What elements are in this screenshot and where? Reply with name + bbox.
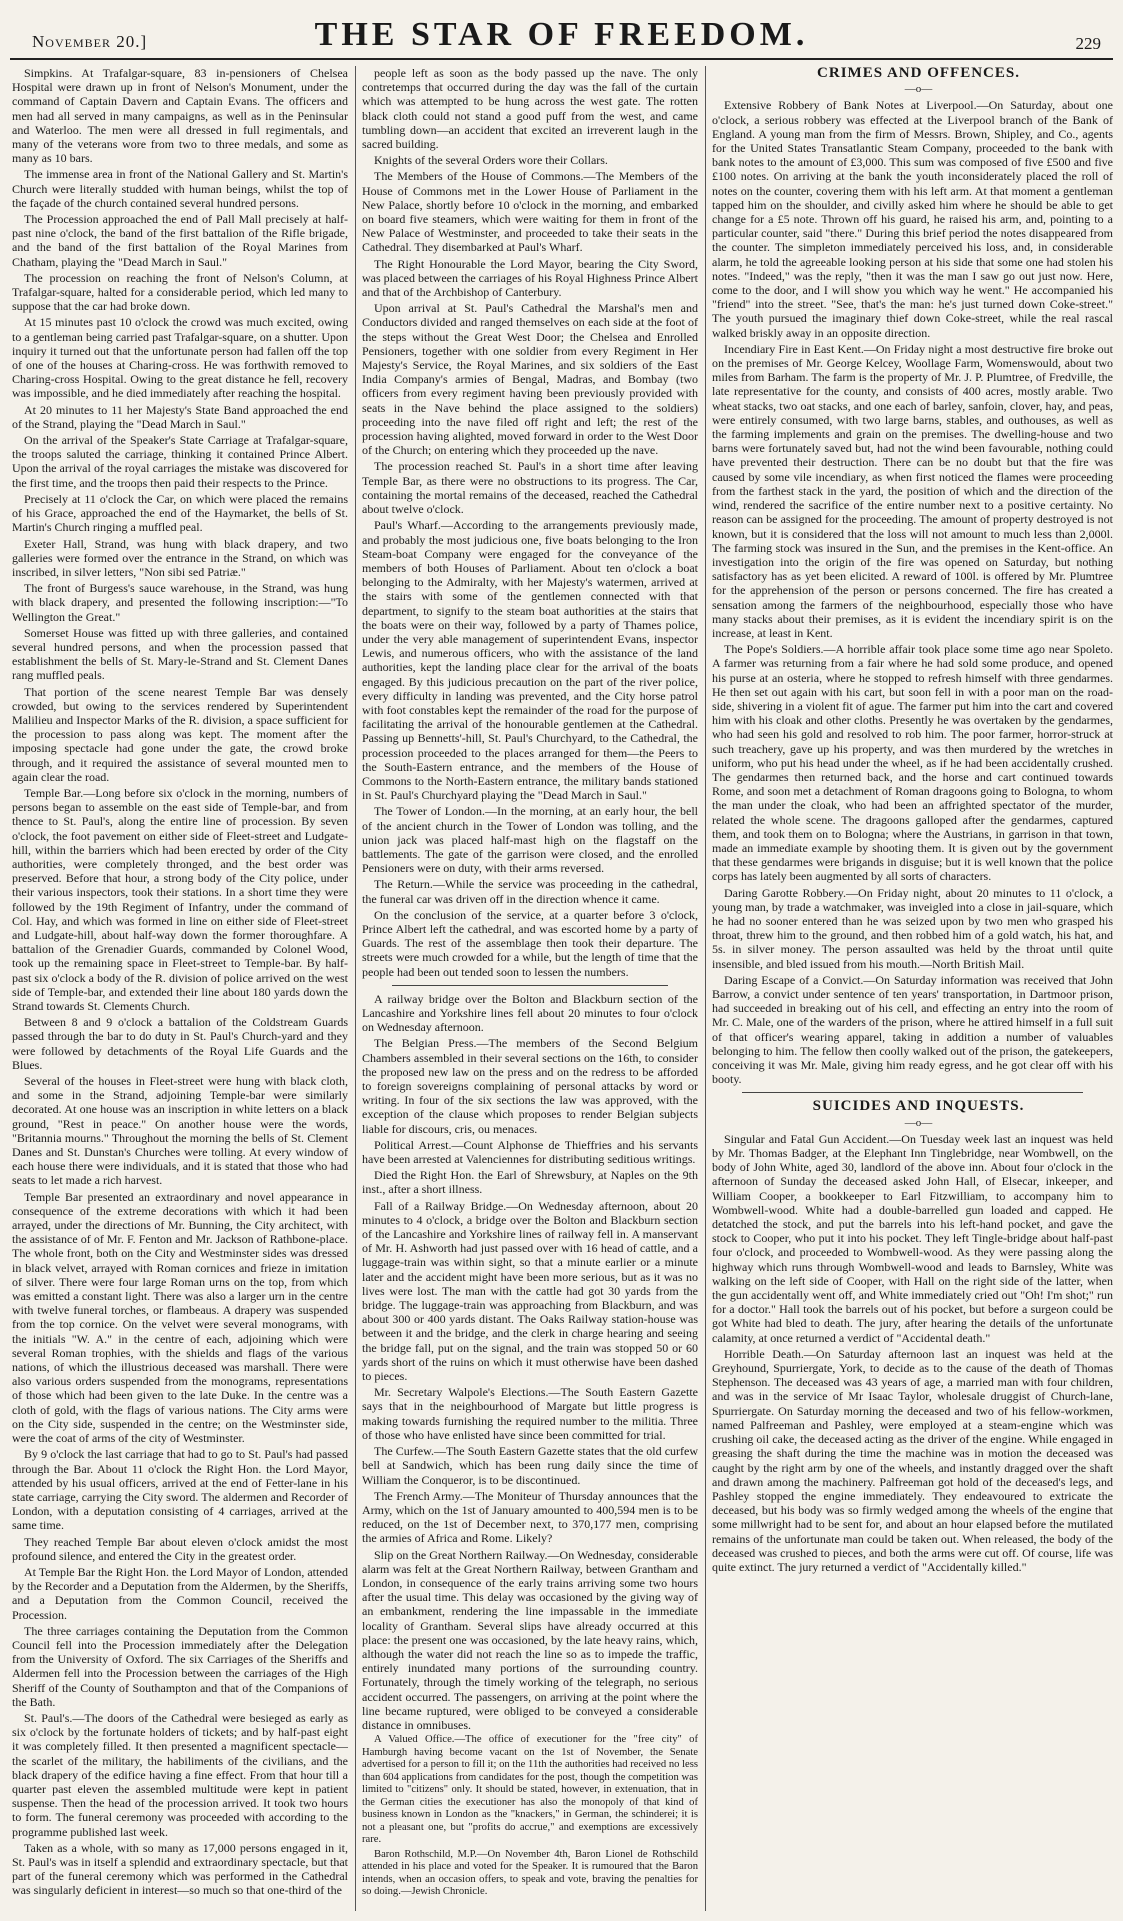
article-paragraph: The Procession approached the end of Pall Mall precisely at half-past nine o'clock, the band of the first battalion of the Rifle brigade, and the band of the first battalion of the Royal Marines from Chatham, playing the "Dead March in Saul."	[12, 212, 348, 269]
heading-ornament: —o—	[904, 83, 933, 96]
article-paragraph: The immense area in front of the National Gallery and St. Martin's Church were literally studded with human beings, whilst the top of the façade of the church contained several hundred persons.	[12, 167, 348, 210]
article-paragraph: Paul's Wharf.—According to the arrangements previously made, and probably the most judicious one, five boats belonging to the Iron Steam-boat Company were engaged for the conveyance of the members of both Houses of Parliament. About ten o'clock a boat belonging to the Admiralty, with her Majesty's watermen, arrived at the stairs with some of the gentlemen connected with that department, to signify to the steam boat authorities at the stairs that the boats were on their way, followed by a party of Thames police, under the very able management of superintendent Evans, inspector Lewis, and numerous officers, who with the assistance of the land authorities, kept the landing place clear for the arrival of the boats engaged. By this judicious precaution on the part of the river police, every difficulty in landing was prevented, and the City horse patrol with foot constables kept the remainder of the road for the purpose of facilitating the arrival of the honourable gentlemen at the Cathedral. Passing up Bennetts'-hill, St. Paul's Churchyard, to the Cathedral, the procession proceeded to the places arranged for them—the Peers to the South-Eastern entrance, and the members of the House of Commons to the North-Eastern entrance, the military bands stationed in St. Paul's Churchyard playing the "Dead March in Saul."	[362, 518, 698, 803]
article-paragraph: Between 8 and 9 o'clock a battalion of the Coldstream Guards passed through the bar to do duty in St. Paul's Church-yard and they were followed by detachments of the Royal Life Guards and the Blues.	[12, 1015, 348, 1072]
article-paragraph: The Return.—While the service was proceeding in the cathedral, the funeral car was driven off in the direction whence it came.	[362, 877, 698, 906]
article-paragraph: Exeter Hall, Strand, was hung with black drapery, and two galleries were formed over the entrance in the Strand, on which was inscribed, in silver letters, "Non sibi sed Patriæ."	[12, 536, 348, 579]
article-paragraph: St. Paul's.—The doors of the Cathedral were besieged as early as six o'clock by the fortunate holders of tickets; and by half-past eight it was completely filled. It then presented a magnificent spectacle—the scarlet of the military, the habiliments of the civilians, and the black drapery of the edifice having a fine effect. From that hour till a quarter past eleven the assembled multitude were kept in patient suspense. Then the head of the procession arrived. It took two hours to form. The funeral ceremony was proceeded with according to the programme published last week.	[12, 1710, 348, 1839]
column-3	[712, 66, 1113, 1911]
article-columns	[12, 66, 1113, 1911]
section-divider	[742, 1092, 1083, 1093]
page-number: 229	[1075, 34, 1101, 53]
column-2-upper	[362, 66, 698, 979]
article-paragraph: Taken as a whole, with so many as 17,000 persons engaged in it, St. Paul's was in itself a splendid and extraordinary spectacle, but that part of the funeral ceremony which was performed in the Cathedral was singularly deficient in interest—so much so that one-third of the	[12, 1840, 348, 1898]
news-item: Baron Rothschild, M.P.—On November 4th, Baron Lionel de Rothschild attended in his place and voted for the Speaker. It is rumoured that the Baron intends, when an occasion offers, to speak and vote, braving the penalties for so doing.—Jewish Chronicle.	[362, 1848, 698, 1898]
section-divider	[392, 985, 668, 986]
article-paragraph: On the arrival of the Speaker's State Carriage at Trafalgar-square, the troops saluted the carriage, thinking it contained Prince Albert. Upon the arrival of the royal carriages the mistake was discovered for the first time, and the troops then paid their respects to the Prince.	[12, 433, 348, 490]
column-2-lower	[362, 992, 698, 1732]
crime-report: The Pope's Soldiers.—A horrible affair took place some time ago near Spoleto. A farmer was returning from a fair where he had sold some produce, and opened his purse at an osteria, where he stopped to refresh himself with three gendarmes. He then set out again with his cart, but soon fell in with a poor man on the road-side, shivering in a violent fit of ague. The farmer put him into the cart and covered him with his cloak and other cloths. Presently he was overtaken by the gendarmes, who had seen his gold and resolved to rob him. The poor farmer, horror-struck at such treachery, gave up his property, and was then murdered by the wretches in uniform, who put his head under the wheel, as if he had been accidentally crushed. The gendarmes then returned back, and the horse and cart continued towards Rome, and soon met a detachment of Roman dragoons going to Bologna, to whom the man under the cloak, who had been an affrighted spectator of the murder, related the whole scene. The dragoons galloped after the gendarmes, captured them, and took them on to Bologna; where the Austrians, in garrison in that town, made an immediate example by shooting them. It is given out by the government that these gendarmes were brigands in disguise; but it is well known that the police corps has lately been augmented by all sorts of characters.	[712, 642, 1113, 884]
crime-report: Incendiary Fire in East Kent.—On Friday night a most destructive fire broke out on the premises of Mr. George Kelcey, Woollage Farm, Womenswould, about two miles from Barham. The farm is the property of Mr. J. P. Plumtree, of Fredville, the late representative for the county, and consists of 400 acres, mostly arable. Two wheat stacks, two oat stacks, and one each of barley, sanfoin, clover, hay, and peas, were entirely consumed, with two large barns, stables, and outhouses, as well as the farming implements and grain on the premises. The dwelling-house and two barns were fortunately saved but, had not the wind been favourable, nothing could have prevented their destruction. There can be no doubt but that the fire was caused by some vile incendiary, as when first noticed the flames were proceeding from the farthest stack in the yard, the position of which and the direction of the wind, rendered the sacrifice of the entire number next to a positive certainty. No reason can be assigned for the proceeding. The amount of property destroyed is not known, but it is considered that the loss will not amount to much less than 2,000l. The farming stock was insured in the Sun, and the premises in the Kent-office. An investigation into the origin of the fire was opened on Saturday, but nothing satisfactory has as yet been elicited. A reward of 100l. is offered by Mr. Plumtree for the apprehension of the person or persons concerned. The fire has created a sensation among the farmers of the neighbourhood, especially those who have many stacks about their premises, as it is evident the incendiary spirit is on the increase, at least in Kent.	[712, 341, 1113, 640]
inquest-report: Horrible Death.—On Saturday afternoon last an inquest was held at the Greyhound, Spurriergate, York, to decide as to the cause of the death of Thomas Stephenson. The deceased was 43 years of age, a married man with four children, and was in the service of Mr Isaac Taylor, wholesale druggist of Church-lane, Spurriergate. On Saturday morning the deceased and two of his fellow-workmen, named Palfreeman and Pashley, were employed at a steam-engine which was crushing oil cake, the deceased acting as the driver of the engine. While engaged in greasing the shaft during the time the machine was in motion the deceased was caught by the right arm by one of the wheels, and instantly dragged over the shaft and drawn among the machinery. Palfreeman got hold of the deceased's legs, and Pashley stopped the engine immediately. They endeavoured to extricate the deceased, but his body was so firmly wedged among the wheels of the engine that some millwright had to be sent for, and about an hour elapsed before the mutilated remains of the unfortunate man could be taken out. When released, the body of the deceased was crushed to pieces, and both the arms were cut off. Of course, life was quite extinct. The jury returned a verdict of "Accidentally killed."	[712, 1346, 1113, 1574]
crime-report: Daring Escape of a Convict.—On Saturday information was received that John Barrow, a convict under sentence of ten years' transportation, in Dartmoor prison, had succeeded in breaking out of his cell, and effecting an entry into the room of Mr. C. Male, one of the warders of the prison, where he attired himself in a full suit of that officer's wearing apparel, taking in addition a number of valuables belonging to him. The fellow then coolly walked out of the prison, the gatekeepers, conceiving it was Mr. Male, giving him ready egress, and he got clear off with his booty.	[712, 972, 1113, 1087]
article-paragraph: The Right Honourable the Lord Mayor, bearing the City Sword, was placed between the carriages of his Royal Highness Prince Albert and that of the Archbishop of Canterbury.	[362, 256, 698, 300]
newspaper-title: THE STAR OF FREEDOM.	[314, 16, 809, 53]
article-paragraph: The procession reached St. Paul's in a short time after leaving Temple Bar, as there were no obstructions to its progress. The Car, containing the mortal remains of the deceased, reached the Cathedral about twelve o'clock.	[362, 459, 698, 517]
crime-report: Extensive Robbery of Bank Notes at Liverpool.—On Saturday, about one o'clock, a serious robbery was effected at the Liverpool branch of the Bank of England. A young man from the firm of Messrs. Brown, Shipley, and Co., agents for the United States Transatlantic Steam Company, proceeded to the bank with bank notes to the amount of £3,000. This sum was composed of five £500 and five £100 notes. On arriving at the bank the youth inconsiderately placed the roll of notes on the counter, covering them with his left arm. At that moment a gentleman tapped him on the shoulder, and civilly asked him where he should be able to get change for a £5 note. Thrown off his guard, he raised his arm, and, pointing to a particular counter, said "there." During this brief period the notes disappeared from the counter. The simpleton immediately perceived his loss, and, in considerable alarm, he told the agreeable looking person at his side that some one had stolen his notes. "Indeed," was the reply, "then it was the man I saw go out just now. Here, come to the door, and I will show you which way he went." He accompanied his "friend" into the street. "See, that's the man: he's just turned down Coke-street." The youth pursued the imaginary thief down Coke-street, while the real rascal walked briskly away in an opposite direction.	[712, 98, 1113, 340]
suicides-section	[712, 1132, 1113, 1574]
article-paragraph: Temple Bar.—Long before six o'clock in the morning, numbers of persons began to assemble on the east side of Temple-bar, and from thence to St. Paul's, along the entire line of procession. By seven o'clock, the foot pavement on either side of Fleet-street and Ludgate-hill, within the barriers which had been erected by order of the City authorities, were completely thronged, and the best order was preserved. Before that hour, a strong body of the City police, under their various inspectors, took their stations. In a short time they were followed by the 19th Regiment of Infantry, under the command of Col. Hay, and which was formed in line on either side of Fleet-street and Ludgate-hill, about half-way down the former thoroughfare. A battalion of the Grenadier Guards, commanded by Colonel Wood, took up the remaining space in Fleet-street to Temple-bar. By half-past six o'clock a body of the R. division of police arrived on the west side of Temple-bar, and extended their line about 180 yards down the Strand towards St. Clements Church.	[12, 785, 348, 1013]
inquest-report: Singular and Fatal Gun Accident.—On Tuesday week last an inquest was held by Mr. Thomas Badger, at the Elephant Inn Tinglebridge, near Wombwell, on the body of John White, aged 30, landlord of the above inn. About four o'clock in the afternoon of Sunday the deceased asked John Hall, of Elsecar, inkeeper, and William Cooper, a bookkeeper to Earl Fitzwilliam, to accompany him to Wombwell-wood. White had a double-barrelled gun loaded and capped. He detatched the stock, and put the barrels into his left-hand pocket, and gave the stock to Cooper, who put it into his pocket. They left Tingle-bridge about half-past four o'clock, and proceeded to Wombwell-wood. As they were passing along the highway which runs through Wombwell-wood and leads to Barnsley, White was walking on the left side of Cooper, with Hall on the right side of the latter, when the gun accidentally went off, and White immediately cried out "Oh! I'm shot;" run for a doctor." Hall took the barrels out of his pocket, but before a surgeon could be got White had bled to death. The jury, after hearing the details of the unfortunate calamity, at once returned a verdict of "Accidental death."	[712, 1131, 1113, 1345]
article-paragraph: On the conclusion of the service, at a quarter before 3 o'clock, Prince Albert left the cathedral, and was escorted home by a party of Guards. The rest of the assemblage then took their departure. The streets were much crowded for a while, but the length of time that the people had been out tended soon to lessen the numbers.	[362, 907, 698, 979]
article-paragraph: Precisely at 11 o'clock the Car, on which were placed the remains of his Grace, approached the end of the Haymarket, the bells of St. Martin's Church ringing a muffled peal.	[12, 491, 348, 535]
news-item: The French Army.—The Moniteur of Thursday announces that the Army, which on the 1st of January amounted to 400,594 men is to be reduced, on the 1st of December next, to 370,177 men, comprising the armies of Africa and Rome. Likely?	[362, 1488, 698, 1546]
column-2-small-print	[362, 1734, 698, 1899]
article-paragraph: The procession on reaching the front of Nelson's Column, at Trafalgar-square, halted for a considerable period, which led many to suppose that the car had broke down.	[12, 270, 348, 314]
news-item: Slip on the Great Northern Railway.—On Wednesday, considerable alarm was felt at the Great Northern Railway, between Grantham and London, in consequence of the early trains arriving some two hours after the usual time. This delay was occasioned by the giving way of an embankment, rendering the line impassable in the immediate locality of Grantham. Several slips have already occurred at this place: the present one was occasioned, by the late heavy rains, which, although the water did not reach the line so as to impede the traffic, entirely inundated many portions of the surrounding country. Fortunately, through the timely working of the telegraph, no serious accident occurred. The passengers, on arriving at the point where the line became ruptured, were obliged to be conveyed a considerable distance in omnibuses.	[362, 1547, 698, 1732]
news-item: The Curfew.—The South Eastern Gazette states that the old curfew bell at Sandwich, which has been rung daily since the time of William the Conqueror, is to be discontinued.	[362, 1444, 698, 1487]
article-paragraph: Simpkins. At Trafalgar-square, 83 in-pensioners of Chelsea Hospital were drawn up in front of Nelson's Monument, under the command of Captain Davern and Captain Evans. The officers and men had all served in many campaigns, as well as in the Peninsular and Waterloo. The men were all dressed in full regimentals, and many of the veterans wore from two to three medals, and some as many as 10 bars.	[12, 66, 348, 166]
crime-report: Daring Garotte Robbery.—On Friday night, about 20 minutes to 11 o'clock, a young man, by trade a watchmaker, was inveigled into a close in jail-square, which he had no sooner entered than he was seized upon by two men who grasped his throat, threw him to the ground, and then robbed him of a gold watch, his hat, and 5s. in silver money. The person assaulted was held by the throat until quite insensible, and bled issued from his mouth.—North British Mail.	[712, 885, 1113, 971]
article-paragraph: Upon arrival at St. Paul's Cathedral the Marshal's men and Conductors divided and ranged themselves on each side at the foot of the steps without the Great West Door; the Chelsea and Enrolled Pensioners, together with one soldier from every Regiment in Her Majesty's Service, the Royal Marines, and six soldiers of the East India Company's armies of Bengal, Madras, and Bombay (two officers from every regiment having been previously provided with seats in the Nave behind the place assigned to the soldiers) proceeding into the nave filed off right and left; the rest of the procession having alighted, moved forward in order to the West Door of the Church; on entering which they proceeded up the nave.	[362, 301, 698, 458]
column-divider	[355, 66, 356, 1911]
suicides-heading: SUICIDES AND INQUESTS.	[812, 1098, 1025, 1115]
issue-date: November 20.]	[32, 32, 148, 51]
column-divider	[705, 66, 706, 1911]
column-1	[12, 66, 348, 1911]
news-item: Political Arrest.—Count Alphonse de Thieffries and his servants have been arrested at Valenciennes for distributing seditious writings.	[362, 1137, 698, 1167]
article-paragraph: people left as soon as the body passed up the nave. The only contretemps that occurred during the day was the fall of the curtain which was attempted to be hung across the west gate. The rotten black cloth could not stand a good puff from the west, and came tumbling down—an accident that excited an irreverent laugh in the sacred building.	[362, 66, 698, 152]
news-item: The Belgian Press.—The members of the Second Belgium Chambers assembled in their several sections on the 16th, to consider the proposed new law on the press and on the redress to be afforded to foreign sovereigns complaining of personal attacks by word or writing. In four of the six sections the law was approved, with the exception of the clause which proposes to render Belgian subjects liable for discours, cris, ou menaces.	[362, 1036, 698, 1136]
column-2	[362, 66, 698, 1911]
article-paragraph: Somerset House was fitted up with three galleries, and contained several hundred persons, and when the procession passed that establishment the bells of St. Mary-le-Strand and St. Clement Danes rang muffled peals.	[12, 625, 348, 683]
article-paragraph: The three carriages containing the Deputation from the Common Council fell into the Procession immediately after the Delegation from the University of Oxford. The six Carriages of the Sheriffs and Aldermen fell into the Procession between the carriages of the High Sheriff of the County of Southampton and that of the Companions of the Bath.	[12, 1623, 348, 1709]
article-paragraph: That portion of the scene nearest Temple Bar was densely crowded, but owing to the services rendered by Superintendent Malilieu and Inspector Marks of the R. division, a space sufficient for the procession to pass along was kept. The moment after the imposing spectacle had gone under the gate, the crowd broke through, and it required the assistance of several mounted men to again clear the road.	[12, 684, 348, 784]
article-paragraph: At 15 minutes past 10 o'clock the crowd was much excited, owing to a gentleman being carried past Trafalgar-square, on a shutter. Upon inquiry it turned out that the unfortunate person had fallen off the top of one of the houses at Charing-cross. He was forthwith removed to Charing-cross Hospital. Owing to the great distance he fell, recovery was impossible, and he died immediately after reaching the hospital.	[12, 315, 348, 401]
article-paragraph: The Tower of London.—In the morning, at an early hour, the bell of the ancient church in the Tower of London was tolling, and the union jack was placed half-mast high on the flagstaff on the battlements. The gate of the garrison were closed, and the enrolled Pensioners were on duty, with their arms reversed.	[362, 804, 698, 876]
crimes-section	[712, 98, 1113, 1086]
crimes-heading: CRIMES AND OFFENCES.	[817, 66, 1020, 81]
article-paragraph: The front of Burgess's sauce warehouse, in the Strand, was hung with black drapery, and presented the following inscription:—"To Wellington the Great."	[12, 581, 348, 624]
article-paragraph: By 9 o'clock the last carriage that had to go to St. Paul's had passed through the Bar. About 11 o'clock the Right Hon. the Lord Mayor, attended by his usual officers, arrived at the end of Fetter-lane in his state carriage, carrying the City sword. The aldermen and Recorder of London, with a deputation consisting of 4 carriages, arrived at the same time.	[12, 1447, 348, 1533]
news-item: A Valued Office.—The office of executioner for the "free city" of Hamburgh having become vacant on the 1st of November, the Senate advertised for a person to fill it; on the 11th the authorities had received no less than 604 applications from candidates for the post, though the competition was limited to "citizens" only. It should be stated, however, in extenuation, that in the German cities the executioner has also the monopoly of that kind of business known in London as the "knackers," in German, the schinderei; it is not a pleasant one, but "profits do accrue," and exemptions are excessively rare.	[362, 1734, 698, 1846]
masthead	[10, 12, 1113, 60]
article-paragraph: At Temple Bar the Right Hon. the Lord Mayor of London, attended by the Recorder and a Deputation from the Aldermen, by the Sheriffs, and a Deputation from the Common Council, received the Procession.	[12, 1564, 348, 1622]
news-item: Fall of a Railway Bridge.—On Wednesday afternoon, about 20 minutes to 4 o'clock, a bridge over the Bolton and Blackburn section of the Lancashire and Yorkshire lines of railway fell in. A manservant of Mr. H. Ashworth had just passed over with 16 head of cattle, and a luggage-train was within sight, so that a minute earlier or a minute later and the accident might have been more serious, but as it was no lives were lost. The man with the cattle had got 30 yards from the bridge. The luggage-train was approaching from Blackburn, and was about 300 or 400 yards distant. The Oaks Railway station-house was between it and the bridge, and the clerk in charge hearing and seeing the bridge fall, put on the signal, and the train was stopped 50 or 60 yards short of the ruins on which it must otherwise have been dashed to pieces.	[362, 1198, 698, 1384]
news-item: Died the Right Hon. the Earl of Shrewsbury, at Naples on the 9th inst., after a short illness.	[362, 1168, 698, 1197]
article-paragraph: At 20 minutes to 11 her Majesty's State Band approached the end of the Strand, playing the "Dead March in Saul."	[12, 402, 348, 431]
article-paragraph: They reached Temple Bar about eleven o'clock amidst the most profound silence, and entered the City in the greatest order.	[12, 1534, 348, 1563]
news-item: A railway bridge over the Bolton and Blackburn section of the Lancashire and Yorkshire lines fell about 20 minutes to four o'clock on Wednesday afternoon.	[362, 991, 698, 1035]
news-item: Mr. Secretary Walpole's Elections.—The South Eastern Gazette says that in the neighbourhood of Margate but little progress is making towards furnishing the required number to the militia. Three of those who have enlisted have since been committed for trial.	[362, 1385, 698, 1442]
article-paragraph: Several of the houses in Fleet-street were hung with black cloth, and some in the Strand, adjoining Temple-bar were similarly decorated. At one house was an inscription in white letters on a black ground, "Rest in peace." On another house were the words, "Britannia mourns." Throughout the morning the bells of St. Clement Danes and St. Dunstan's Churches were tolling. At every window of each house there were individuals, and it is stated that those who had seats to let made a rich harvest.	[12, 1074, 348, 1188]
article-paragraph: The Members of the House of Commons.—The Members of the House of Commons met in the Lower House of Parliament in the New Palace, shortly before 10 o'clock in the morning, and embarked on board five steamers, which were waiting for them in front of the New Palace of Westminster, and proceeded to take their seats in the Cathedral. They disembarked at Paul's Wharf.	[362, 169, 698, 255]
heading-ornament: —o—	[904, 1116, 933, 1129]
article-paragraph: Temple Bar presented an extraordinary and novel appearance in consequence of the extreme decorations with which it had been arrayed, under the directions of Mr. Bunning, the City architect, with the assistance of of Mr. F. Fenton and Mr. Jackson of Rathbone-place. The whole front, both on the City and Westminster sides was dressed in black velvet, arrayed with Roman cornices and frieze in imitation of silver. There were four large Roman urns on the top, from which was emitted a constant light. There was also a larger urn in the centre with twelve funeral torches, or flambeaus. A drapery was suspended from the top cornice. On the velvet were several monograms, with the initials "W. A." in the centre of each, adjoining which were several Roman trophies, with the shields and flags of the various nations, of which the illustrious deceased was marshall. There were also various orders suspended from the monograms, representations of those which had been given to the late Duke. In the centre was a cloth of gold, with the flags of various nations. The City arms were on the City side, suspended in the centre; on the Westminster side, were the coat of arms of the city of Westminster.	[12, 1189, 348, 1446]
article-paragraph: Knights of the several Orders wore their Collars.	[374, 153, 608, 168]
